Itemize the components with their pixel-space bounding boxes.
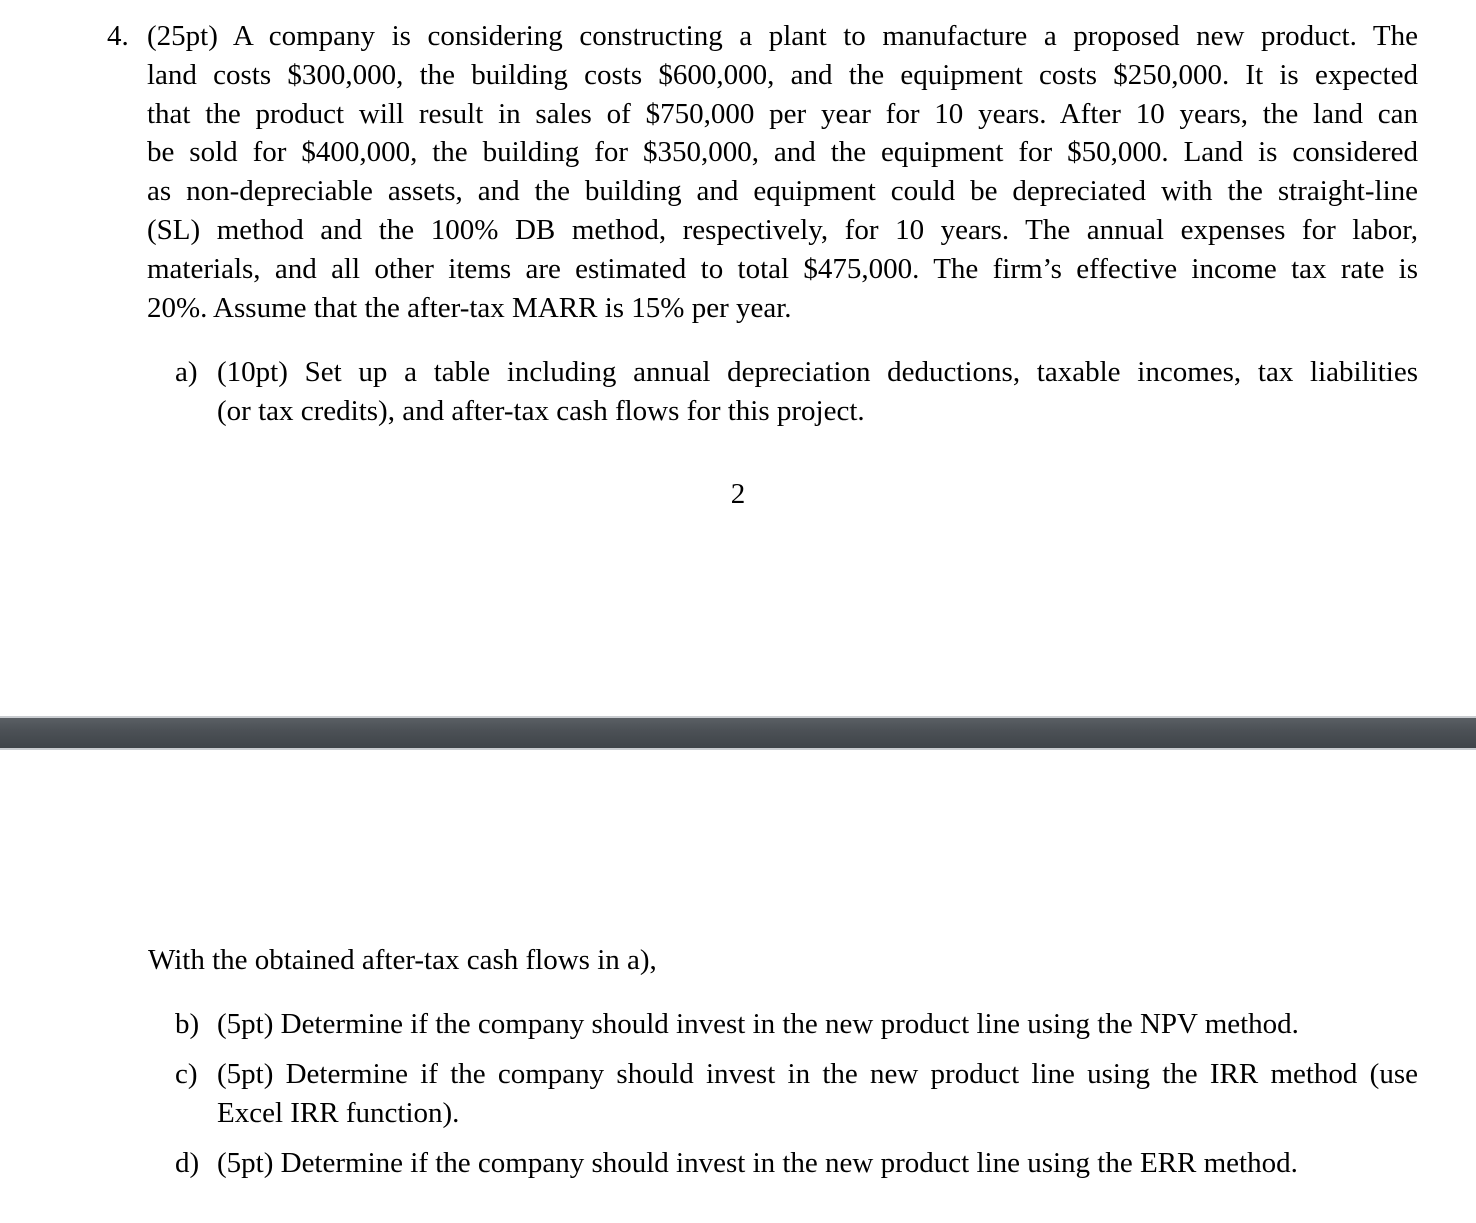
problem-line: (25pt) A company is considering constructing a plant to manufacture a proposed new product. The — [147, 20, 1418, 52]
problem-line: as non-depreciable assets, and the building and equipment could be depreciated with the straight-line — [147, 175, 1418, 208]
problem-line: land costs $300,000, the building costs $600,000, and the equipment costs $250,000. It is expected — [147, 58, 1418, 91]
part-b-text: (5pt) Determine if the company should invest in the new product line using the NPV method. — [217, 1008, 1299, 1040]
part-c-line: Excel IRR function). — [217, 1096, 460, 1129]
page-separator — [0, 718, 1476, 748]
problem-statement — [147, 17, 1418, 327]
problem-line: that the product will result in sales of $750,000 per year for 10 years. After 10 years, the land can — [147, 97, 1418, 130]
problem-line: (SL) method and the 100% DB method, respectively, for 10 years. The annual expenses for labor, — [147, 213, 1418, 246]
part-c-line: (5pt) Determine if the company should invest in the new product line using the IRR method (use — [217, 1058, 1418, 1090]
part-b-label: b) — [175, 1008, 200, 1040]
problem-line: be sold for $400,000, the building for $350,000, and the equipment for $50,000. Land is considered — [147, 136, 1418, 169]
part-a-text — [217, 353, 1418, 431]
part-c-label: c) — [175, 1058, 198, 1090]
problem-line: materials, and all other items are estimated to total $475,000. The firm’s effective income tax rate is — [147, 252, 1418, 285]
intro-text: With the obtained after-tax cash flows in a), — [148, 944, 657, 976]
problem-number: 4. — [107, 20, 129, 52]
part-c-text — [217, 1055, 1418, 1133]
part-a-line: (or tax credits), and after-tax cash flows for this project. — [217, 394, 865, 427]
part-d-text: (5pt) Determine if the company should invest in the new product line using the ERR method. — [217, 1147, 1298, 1179]
page-separator-edge — [0, 748, 1476, 750]
page-number: 2 — [730, 478, 746, 510]
part-a-line: (10pt) Set up a table including annual depreciation deductions, taxable incomes, tax liabilities — [217, 356, 1418, 388]
part-d-label: d) — [175, 1147, 200, 1179]
part-a-label: a) — [175, 356, 198, 388]
problem-line: 20%. Assume that the after-tax MARR is 15% per year. — [147, 291, 792, 324]
